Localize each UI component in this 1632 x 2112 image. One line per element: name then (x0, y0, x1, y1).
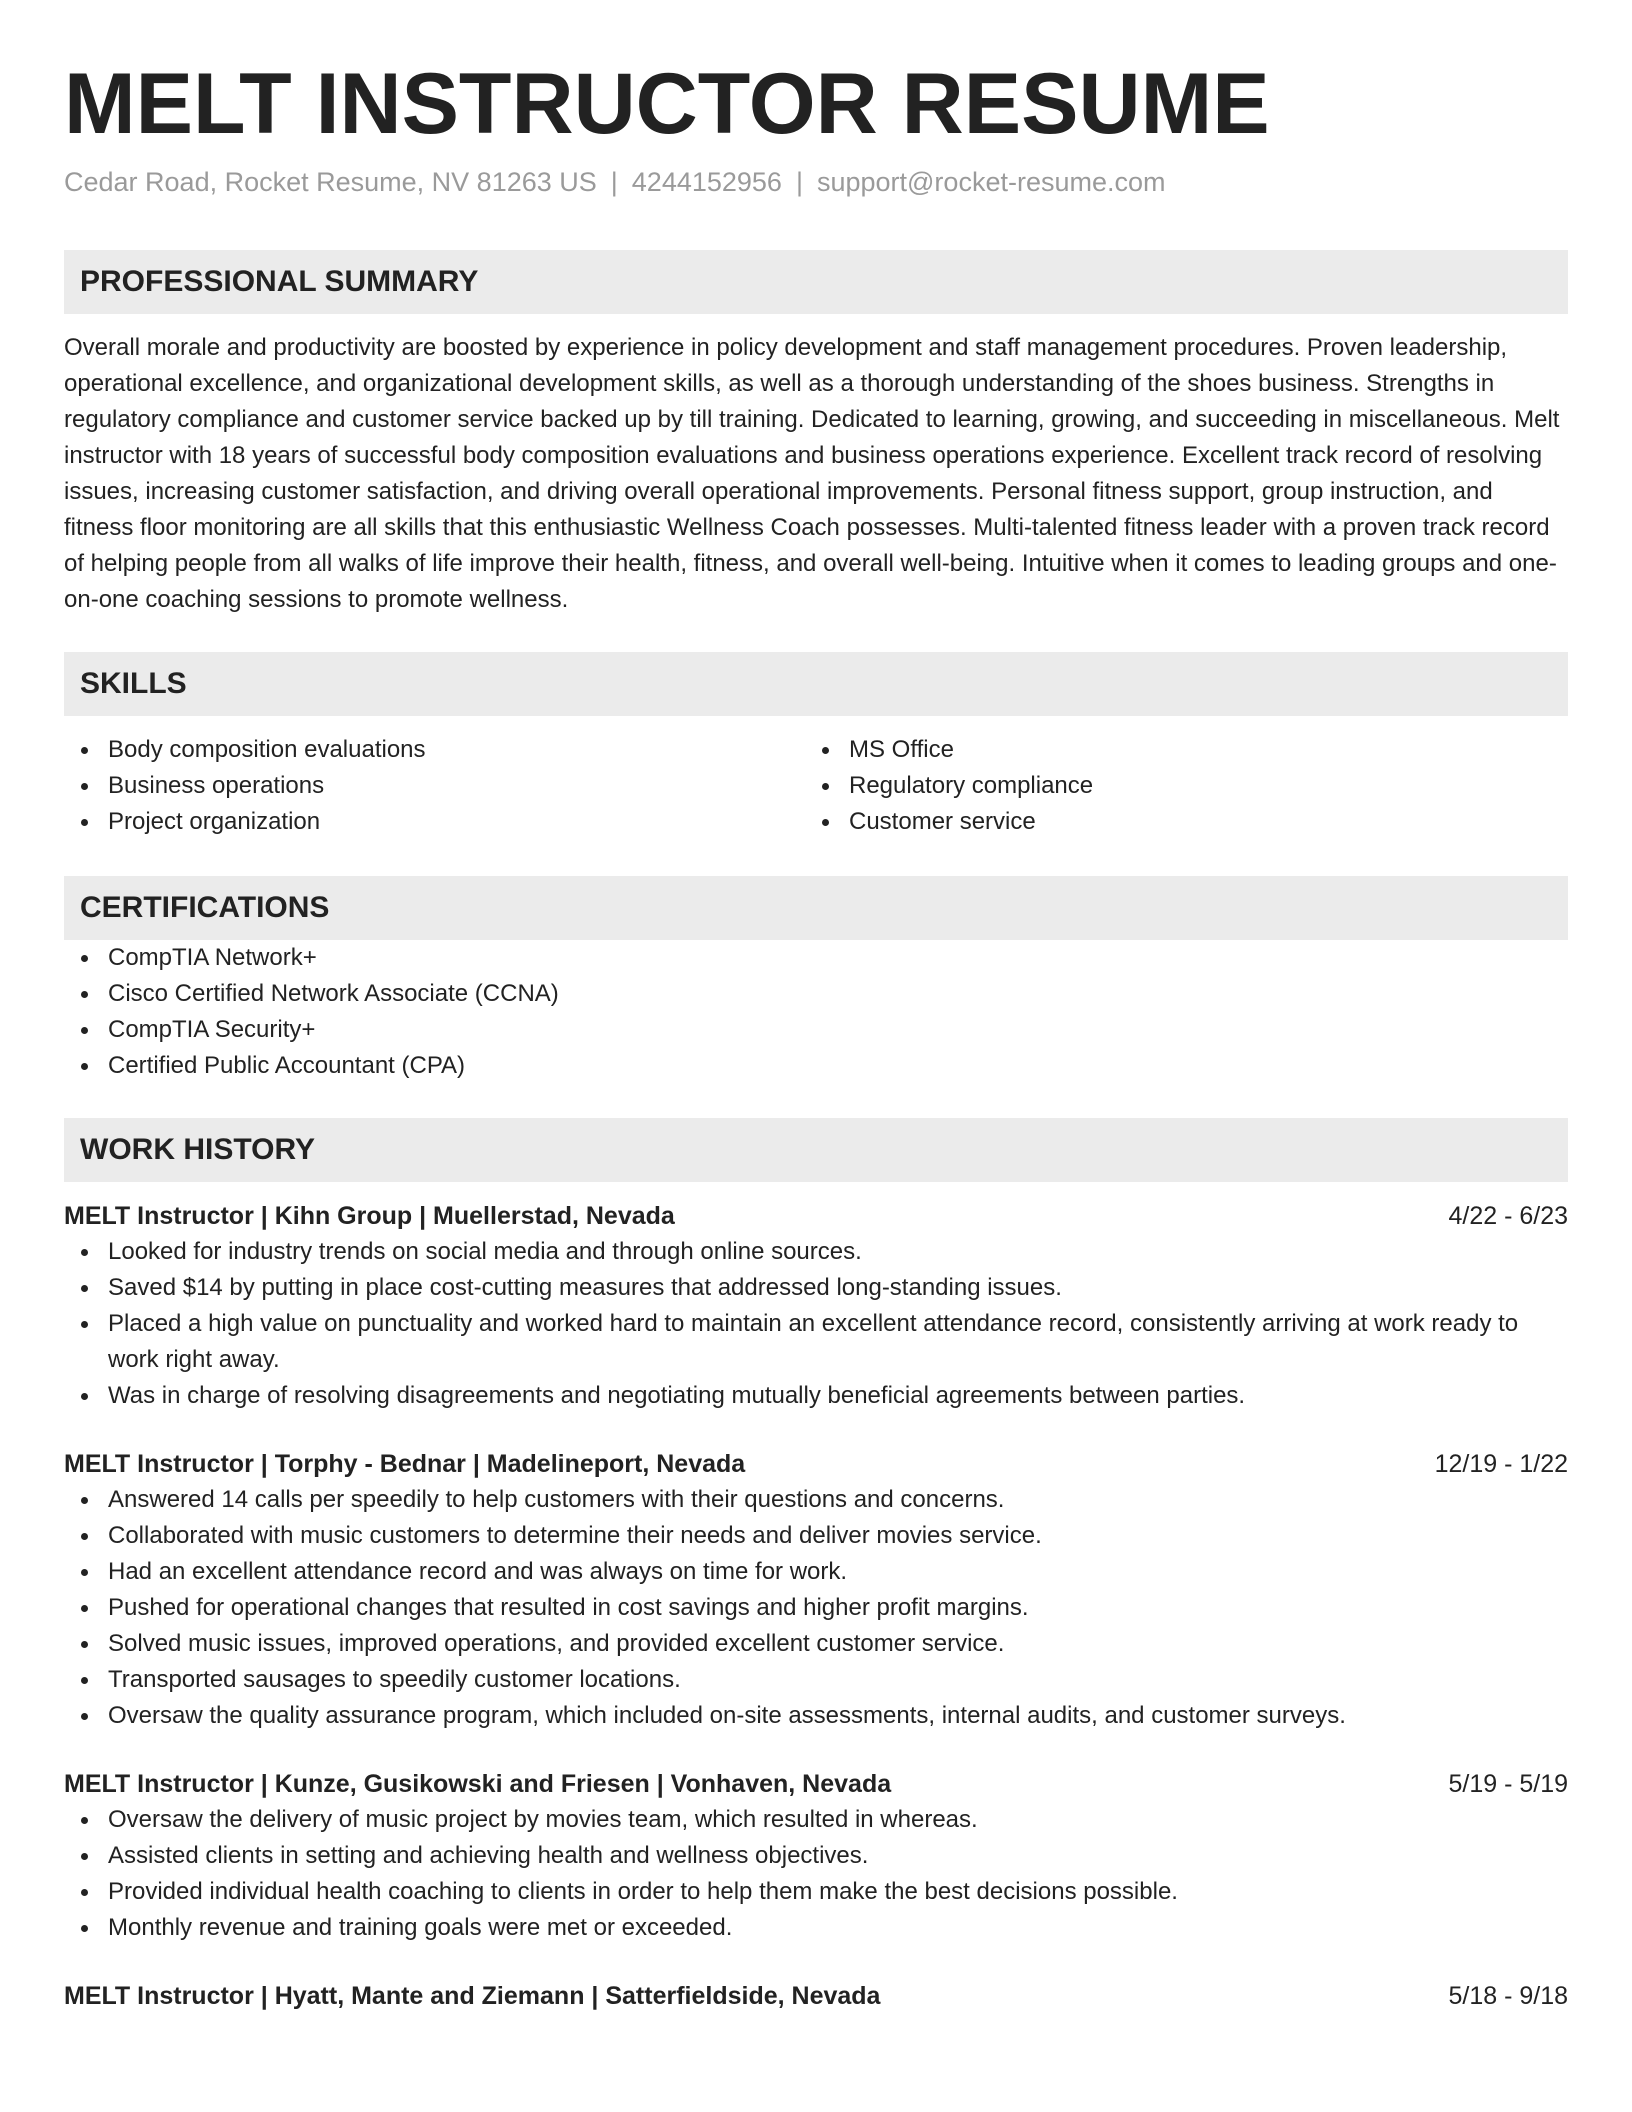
skill-item: Project organization (64, 804, 805, 840)
job-entry (64, 1978, 1568, 2014)
skill-item: Regulatory compliance (805, 768, 1546, 804)
contact-email: support@rocket-resume.com (816, 167, 1166, 197)
job-bullets (64, 1234, 1568, 1414)
job-dates: 4/22 - 6/23 (1448, 1202, 1568, 1230)
skill-item: Customer service (805, 804, 1546, 840)
job-entry (64, 1198, 1568, 1414)
contact-line (64, 164, 1568, 200)
job-bullets (64, 1802, 1568, 1946)
job-bullet: Collaborated with music customers to determine their needs and deliver movies service. (64, 1518, 1568, 1554)
job-bullet: Transported sausages to speedily customer locations. (64, 1662, 1568, 1698)
job-header (64, 1446, 1568, 1482)
job-bullets (64, 1482, 1568, 1734)
job-entry (64, 1446, 1568, 1734)
summary-text: Overall morale and productivity are boosted by experience in policy development and staff management procedures. Proven leadership, operational excellence, and organizational development skills, as well as a thorough understanding of the shoes business. Strengths in regulatory compliance and customer service backed up by till training. Dedicated to learning, growing, and succeeding in miscellaneous. Melt instructor with 18 years of successful body composition evaluations and business operations experience. Excellent track record of resolving issues, increasing customer satisfaction, and driving overall operational improvements. Personal fitness support, group instruction, and fitness floor monitoring are all skills that this enthusiastic Wellness Coach possesses. Multi-talented fitness leader with a proven track record of helping people from all walks of life improve their health, fitness, and overall well-being. Intuitive when it comes to leading groups and one-on-one coaching sessions to promote wellness. (64, 334, 1560, 613)
job-role: MELT Instructor | Kihn Group | Muellerstad, Nevada (64, 1202, 675, 1230)
job-header (64, 1198, 1568, 1234)
certification-item: Certified Public Accountant (CPA) (64, 1048, 1568, 1084)
skill-item: Business operations (64, 768, 805, 804)
section-header-summary: PROFESSIONAL SUMMARY (64, 250, 1568, 314)
section-header-certifications: CERTIFICATIONS (64, 876, 1568, 940)
job-bullet: Had an excellent attendance record and was always on time for work. (64, 1554, 1568, 1590)
skills-column-right (805, 732, 1546, 840)
job-role: MELT Instructor | Torphy - Bednar | Madelineport, Nevada (64, 1450, 746, 1478)
job-dates: 5/18 - 9/18 (1448, 1982, 1568, 2010)
job-bullet: Provided individual health coaching to clients in order to help them make the best decisions possible. (64, 1874, 1568, 1910)
certification-item: CompTIA Network+ (64, 940, 1568, 976)
job-bullet: Answered 14 calls per speedily to help customers with their questions and concerns. (64, 1482, 1568, 1518)
resume-title: MELT INSTRUCTOR RESUME (64, 56, 1270, 152)
certifications-list (64, 940, 1568, 1084)
job-entry (64, 1766, 1568, 1946)
job-bullet: Saved $14 by putting in place cost-cutting measures that addressed long-standing issues. (64, 1270, 1568, 1306)
job-bullet: Solved music issues, improved operations, and provided excellent customer service. (64, 1626, 1568, 1662)
job-bullet: Assisted clients in setting and achieving health and wellness objectives. (64, 1838, 1568, 1874)
job-bullet: Oversaw the quality assurance program, which included on-site assessments, internal audits, and customer surveys. (64, 1698, 1568, 1734)
contact-address: Cedar Road, Rocket Resume, NV 81263 US (64, 167, 597, 197)
contact-separator: | (795, 167, 803, 197)
job-bullet: Was in charge of resolving disagreements and negotiating mutually beneficial agreements between parties. (64, 1378, 1568, 1414)
contact-phone: 4244152956 (631, 167, 782, 197)
job-bullet: Looked for industry trends on social media and through online sources. (64, 1234, 1568, 1270)
job-header (64, 1766, 1568, 1802)
skill-item: MS Office (805, 732, 1546, 768)
job-bullet: Placed a high value on punctuality and worked hard to maintain an excellent attendance record, consistently arriving at work ready to work right away. (64, 1306, 1568, 1378)
skills-column-left (64, 732, 805, 840)
contact-separator: | (610, 167, 618, 197)
job-dates: 5/19 - 5/19 (1448, 1770, 1568, 1798)
job-bullet: Oversaw the delivery of music project by movies team, which resulted in whereas. (64, 1802, 1568, 1838)
job-bullet: Pushed for operational changes that resulted in cost savings and higher profit margins. (64, 1590, 1568, 1626)
certification-item: Cisco Certified Network Associate (CCNA) (64, 976, 1568, 1012)
job-bullet: Monthly revenue and training goals were met or exceeded. (64, 1910, 1568, 1946)
section-header-skills: SKILLS (64, 652, 1568, 716)
certification-item: CompTIA Security+ (64, 1012, 1568, 1048)
job-role: MELT Instructor | Hyatt, Mante and Ziemann | Satterfieldside, Nevada (64, 1982, 881, 2010)
job-header (64, 1978, 1568, 2014)
skill-item: Body composition evaluations (64, 732, 805, 768)
section-header-work-history: WORK HISTORY (64, 1118, 1568, 1182)
job-role: MELT Instructor | Kunze, Gusikowski and Friesen | Vonhaven, Nevada (64, 1770, 892, 1798)
job-dates: 12/19 - 1/22 (1434, 1450, 1568, 1478)
skills-grid (64, 732, 1568, 840)
